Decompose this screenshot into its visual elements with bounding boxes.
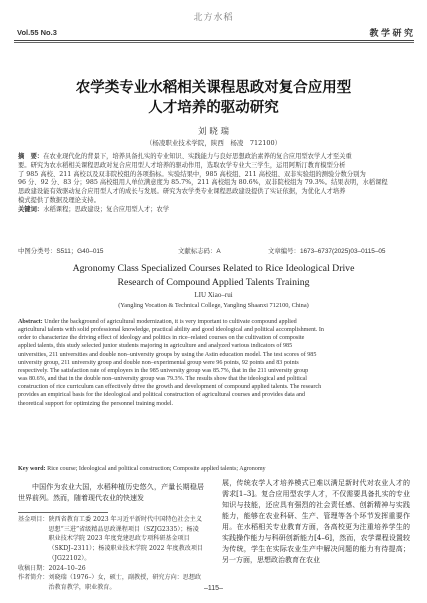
body-text-right: 展，传统农学人才培养模式已难以满足新时代对农业人才的需求[1–3]。复合应用型农学人才，不仅需要具备扎实的专业知识与技能，还应具有强烈的社会责任感、创新精神与实践能力，能够在农业科研、生产、管理等各个环节发挥重要作用。在水稻相关专业教育方面，各高校更为注重培养学生的实践操作能力与科研创新能力[4–6]，然而，农学课程设置较为传统，学生在实际农业生产中解决问题的能力有待提高；另一方面，思想政治教育在农业 <box>222 479 410 564</box>
keywords-en-label: Key word: <box>18 466 46 472</box>
abstract-cn-line: 思政建设能有效驱动复合应用型人才的成长与发展。研究为农学类专业课程思政建设提供了实证依据，为优化人才培养 <box>18 188 346 196</box>
article-number: 文章编号：1673–6737(2025)03–0115–05 <box>268 248 386 255</box>
abstract-cn-label: 摘 要： <box>18 153 44 160</box>
abstract-en-line: was 80.6%, and that in the double non–university group was 79.3%. The results show that the ideological and political <box>18 376 307 383</box>
footnote <box>18 515 204 593</box>
author-cn: 刘 晓 瑞 <box>198 127 229 137</box>
abstract-cn-line: 要。研究为农水稻相关课程思政对复合应用型人才培养的驱动作用，选取农学专业大三学生，运用阿斯汀教育模型分析 <box>18 161 346 169</box>
abstract-en-line: construction of rice curriculum can effectively drive the growth and development of compound applied talents. The research <box>18 384 322 391</box>
footnote-author-bio: 作者简介： 刘晓瑞（1976–）女，硕士，副教授，研究方向：思想政治教育教学，职业教育。 <box>18 574 202 591</box>
abstract-en-label: Abstract: <box>18 319 43 325</box>
abstract-en-line: universities, 211 universities and double non–university groups by using the Astin education model. The test scores of 985 <box>18 351 317 358</box>
section-name: 教 学 研 究 <box>369 28 413 38</box>
keywords-cn: 关键词：水稻课程；思政建设；复合应用型人才；农学 <box>18 205 170 213</box>
abstract-en <box>18 318 410 408</box>
header-rule-thin <box>14 42 414 43</box>
abstract-en-line: provides an empirical basis for the ideological and political construction of agricultural courses and provides data and <box>18 392 305 399</box>
abstract-cn-line: 摘 要：在农业现代化的背景下，培养具备扎实的专业知识、实践能力与良好思想政治素养的复合应用型农学人才至关重 <box>18 153 352 160</box>
footnote-funding: 基金项目： 陕西省教育工委 2023 年习近平新时代中国特色社会主义思想“三进”省级精品思政课程项目（SZJG2335）；杨凌职业技术学院 2023 年度党建思政专项科研基金项目（SKDJ–2311）；杨凌职业技术学院 2022 年度教改项目（JG22102）。 <box>18 516 204 562</box>
abstract-cn-line: 了 985 高校、211 高校以及双非院校组的各项指标。实验结果中，985 高校组、211 高校组、双非实验组的测验分数分别为 <box>18 170 366 178</box>
footnote-received-date: 收稿日期： 2024–10–26 <box>18 564 86 572</box>
title-en-line-1: Agronomy Class Specialized Courses Related to Rice Ideological Drive <box>72 263 355 274</box>
header-rule <box>14 40 414 41</box>
abstract-cn-line: 96 分、92 分、83 分；985 高校组用人单位满意度为 85.7%，211 高校组为 80.6%，双非院校组为 79.3%。结果表明，水稻课程 <box>18 179 388 187</box>
volume-number: Vol.55 No.3 <box>17 28 57 37</box>
body-text-left: 中国作为农业大国，水稻种植历史悠久，产量长期稳居世界前列。然而，随着现代农业的快速发 <box>18 483 204 502</box>
abstract-en-line: applied talents, this study selected junior students majoring in agriculture and analyzed various indicators of 985 <box>18 343 293 350</box>
abstract-en-line: university group, 211 university group and double non–experimental group were 96 points, 92 points and 83 points <box>18 359 299 366</box>
abstract-cn-line: 模式提供了数据及理论支持。 <box>18 196 100 204</box>
author-en: LIU Xiao–rui <box>194 291 233 299</box>
abstract-en-line: theoretical support for optimizing the personnel training model. <box>18 400 174 407</box>
abstract-en-line: order to characterize the driving effect of ideology and politics in rice–related courses on the cultivation of composite <box>18 335 305 342</box>
affiliation-cn: （杨凌职业技术学院，陕西 杨凌 712100） <box>145 139 282 147</box>
page-number: –115– <box>204 585 223 592</box>
title-en-line-2: Research of Compound Applied Talents Training <box>117 277 310 288</box>
abstract-en-line: respectively. The satisfaction rate of employers in the 985 university group was 85.7%, that in the 211 university group <box>18 367 309 374</box>
abstract-en-line: Abstract: Under the background of agricultural modernization, it is very important to cultivate compound applied <box>18 319 297 325</box>
abstract-en-line: agricultural talents with solid professional knowledge, practical ability and good ideological and political accomplishment. In <box>18 327 324 334</box>
title-cn-line-2: 人才培养的驱动研究 <box>148 100 279 116</box>
keywords-cn-label: 关键词： <box>18 205 44 213</box>
abstract-cn <box>18 153 410 215</box>
keywords-en: Key word: Rice course; Ideological and political construction; Composite applied talents; Agronomy <box>18 466 266 472</box>
clc-number: 中图分类号：S511；G40–015 <box>18 248 104 255</box>
title-cn-line-1: 农学类专业水稻相关课程思政对复合应用型 <box>75 80 352 96</box>
journal-name: 北方水稻 <box>193 13 234 23</box>
footnote-rule <box>18 512 108 513</box>
affiliation-en: (Yangling Vocation & Technical College, Yangling Shaanxi 712100, China) <box>118 302 309 309</box>
document-code: 文献标志码：A <box>178 248 221 255</box>
